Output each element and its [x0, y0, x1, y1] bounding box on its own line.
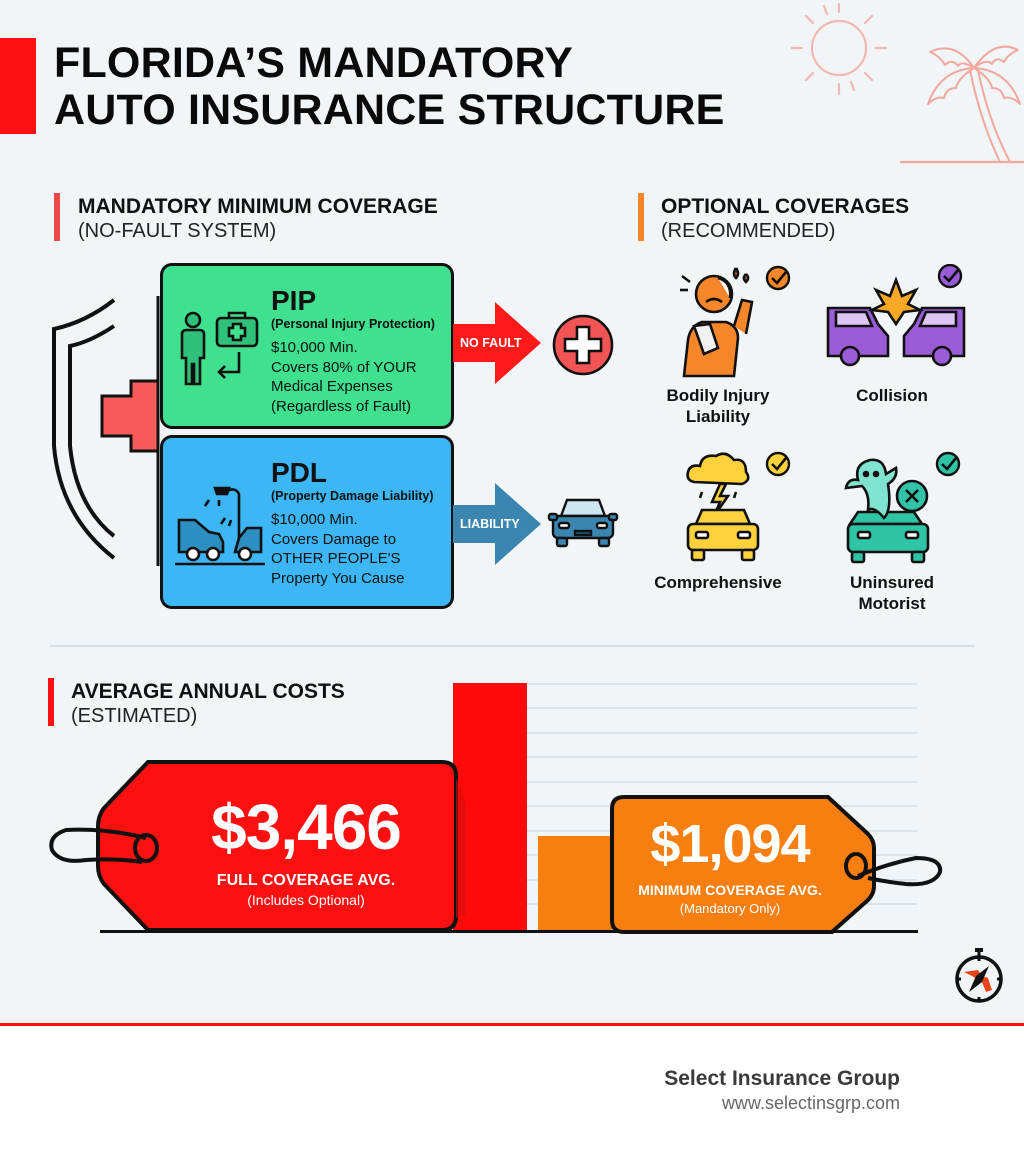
optional-heading: OPTIONAL COVERAGES	[661, 195, 910, 218]
sun-icon	[784, 0, 894, 100]
medical-cross-icon	[551, 313, 615, 377]
injured-person-icon	[680, 264, 796, 382]
minimum-coverage-label: MINIMUM COVERAGE AVG.	[638, 882, 822, 898]
ghost-car-icon	[840, 450, 970, 568]
minimum-coverage-amount: $1,094	[650, 814, 810, 874]
full-coverage-label: FULL COVERAGE AVG.	[216, 872, 396, 889]
pip-desc-4: (Regardless of Fault)	[271, 397, 412, 415]
full-coverage-tag-text	[156, 791, 456, 909]
mandatory-section-header	[78, 195, 438, 243]
shield-cross-icon	[50, 296, 160, 566]
pdl-desc-1: $10,000 Min.	[271, 511, 358, 528]
uninsured-line2: Motorist	[858, 594, 926, 613]
pip-desc-1: $10,000 Min.	[271, 339, 358, 356]
pip-text	[271, 286, 451, 416]
car-collision-icon	[826, 264, 966, 374]
mandatory-heading: MANDATORY MINIMUM COVERAGE	[78, 195, 438, 218]
minimum-coverage-sub: (Mandatory Only)	[679, 901, 781, 916]
storm-car-icon	[680, 450, 796, 568]
no-fault-label: NO FAULT	[460, 336, 522, 350]
liability-label: LIABILITY	[460, 517, 520, 531]
car-crash-lamppost-icon	[175, 478, 267, 570]
pip-code: PIP	[271, 285, 317, 316]
title-accent-bar	[0, 38, 36, 134]
uninsured-line1: Uninsured	[849, 573, 935, 592]
costs-subheading: (ESTIMATED)	[71, 705, 198, 727]
optional-item-comprehensive	[638, 572, 798, 593]
pdl-desc-3: OTHER PEOPLE'S	[271, 550, 401, 567]
optional-item-uninsured-motorist	[812, 572, 972, 614]
florida-compass-icon	[952, 946, 1006, 1004]
bar-minimum-coverage	[538, 836, 612, 931]
person-medkit-icon	[177, 308, 263, 400]
pip-card	[160, 263, 454, 429]
pip-full-name: (Personal Injury Protection)	[271, 317, 435, 331]
brand-name: Select Insurance Group	[664, 1067, 900, 1090]
costs-section-header	[71, 680, 345, 728]
pip-desc-3: Medical Expenses	[271, 378, 393, 395]
optional-section-header	[661, 195, 909, 243]
section-divider	[50, 645, 975, 647]
optional-accent-bar	[638, 193, 644, 241]
pdl-full-name: (Property Damage Liability)	[271, 489, 434, 503]
optional-subheading: (RECOMMENDED)	[661, 220, 836, 242]
optional-item-bodily-injury	[638, 385, 798, 427]
palm-tree-icon	[900, 30, 1024, 170]
pdl-code: PDL	[271, 457, 327, 488]
footer-branding	[600, 1066, 900, 1114]
brand-url[interactable]: www.selectinsgrp.com	[721, 1093, 900, 1113]
pip-desc-2: Covers 80% of YOUR	[271, 358, 417, 376]
costs-heading: AVERAGE ANNUAL COSTS	[71, 680, 345, 703]
pdl-desc-2: Covers Damage to	[271, 530, 397, 548]
page-title-line1: FLORIDA’S MANDATORY	[54, 39, 574, 87]
car-icon	[547, 496, 619, 552]
minimum-coverage-tag-text	[616, 816, 844, 918]
pdl-card	[160, 435, 454, 609]
bodily-injury-line2: Liability	[685, 407, 751, 426]
full-coverage-sub: (Includes Optional)	[247, 892, 365, 908]
page-title-line2: AUTO INSURANCE STRUCTURE	[54, 86, 725, 134]
pdl-text	[271, 458, 451, 588]
comprehensive-line1: Comprehensive	[654, 573, 782, 592]
mandatory-subheading: (NO-FAULT SYSTEM)	[78, 220, 277, 242]
costs-accent-bar	[48, 678, 54, 726]
optional-item-collision	[812, 385, 972, 406]
page-title	[54, 40, 725, 134]
bodily-injury-line1: Bodily Injury	[666, 386, 770, 405]
mandatory-accent-bar	[54, 193, 60, 241]
pdl-desc-4: Property You Cause	[271, 569, 405, 587]
collision-line1: Collision	[856, 386, 928, 405]
full-coverage-amount: $3,466	[211, 791, 401, 863]
